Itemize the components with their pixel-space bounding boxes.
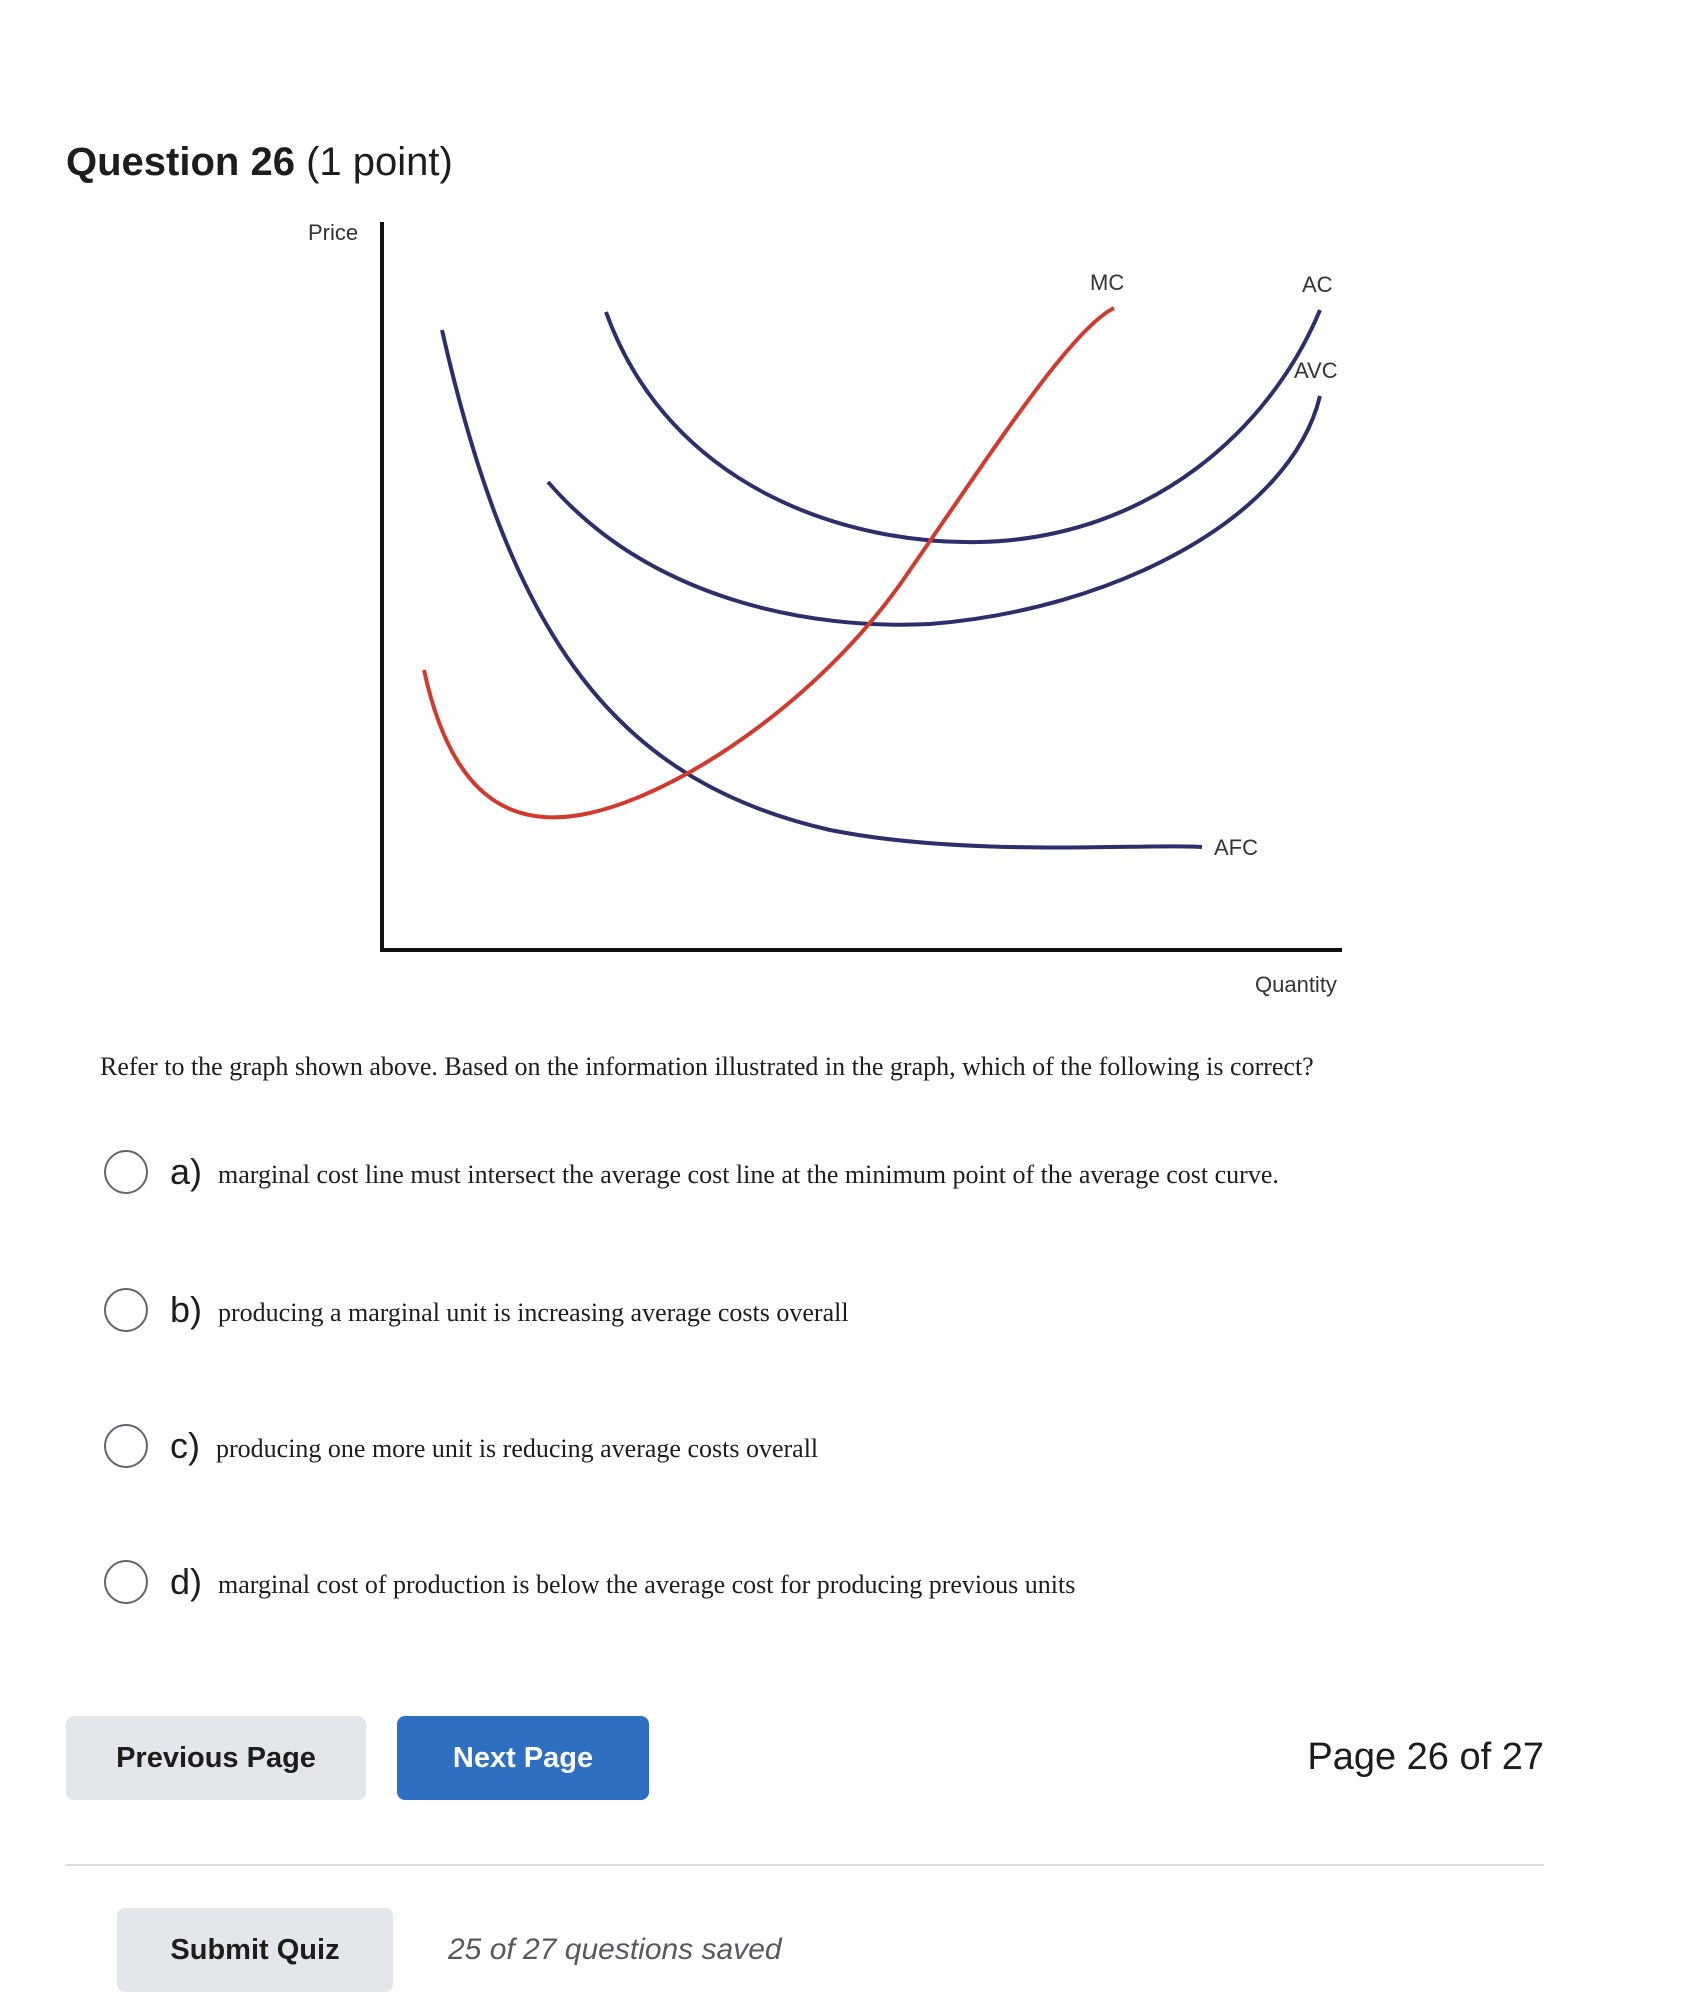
option-text: producing one more unit is reducing average costs overall [216, 1434, 819, 1463]
radio-button-b[interactable] [104, 1288, 148, 1332]
saved-status: 25 of 27 questions saved [448, 1933, 782, 1966]
option-letter: a) [170, 1151, 203, 1192]
x-axis-label: Quantity [1255, 972, 1337, 997]
series-label-mc: MC [1090, 270, 1125, 295]
option-a[interactable] [104, 1150, 1279, 1194]
page-indicator: Page 26 of 27 [1307, 1736, 1544, 1778]
submit-quiz-button[interactable]: Submit Quiz [117, 1908, 393, 1992]
question-points: (1 point) [306, 140, 453, 184]
series-label-avc: AVC [1294, 358, 1338, 383]
y-axis-label: Price [308, 220, 359, 245]
option-d[interactable] [104, 1560, 1075, 1604]
question-number: Question 26 [66, 140, 295, 184]
option-b[interactable] [104, 1288, 849, 1332]
next-page-button[interactable]: Next Page [397, 1716, 649, 1800]
avc-curve [548, 396, 1320, 625]
previous-page-button[interactable]: Previous Page [66, 1716, 366, 1800]
radio-button-c[interactable] [104, 1424, 148, 1468]
afc-curve [442, 330, 1202, 848]
mc-curve [424, 308, 1114, 817]
ac-curve [606, 310, 1320, 542]
option-text: producing a marginal unit is increasing average costs overall [218, 1298, 849, 1327]
question-prompt: Refer to the graph shown above. Based on the information illustrated in the graph, which of the following is correct? [100, 1052, 1314, 1081]
cost-curves-chart [290, 210, 1370, 1010]
option-letter: c) [170, 1425, 200, 1466]
option-text: marginal cost of production is below the average cost for producing previous units [218, 1570, 1076, 1599]
radio-button-d[interactable] [104, 1560, 148, 1604]
series-label-ac: AC [1302, 272, 1333, 297]
option-letter: b) [170, 1289, 203, 1330]
option-letter: d) [170, 1561, 203, 1602]
series-label-afc: AFC [1214, 835, 1258, 860]
question-title [66, 140, 453, 185]
option-c[interactable] [104, 1424, 818, 1468]
option-text: marginal cost line must intersect the average cost line at the minimum point of the average cost curve. [218, 1160, 1279, 1189]
divider [66, 1864, 1544, 1866]
radio-button-a[interactable] [104, 1150, 148, 1194]
